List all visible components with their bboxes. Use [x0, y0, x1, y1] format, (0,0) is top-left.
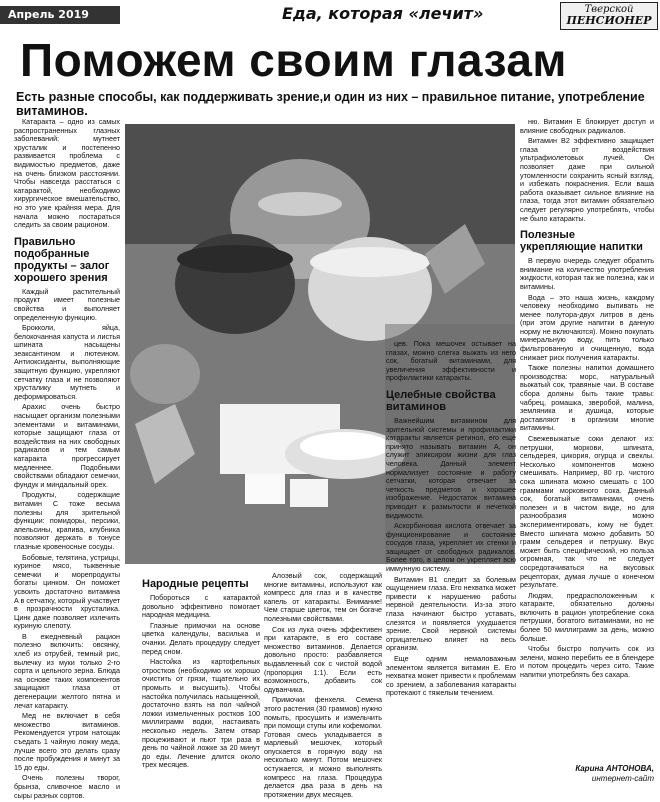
- paragraph: Также полезны напитки домашнего производства: морс, натуральный выжатый сок, травяные чаи. В составе сбора должны быть такие травы: чабрец, ромашка, зверобой, малина, земляника и душица, которые доставляют в организм многие витамины.: [520, 363, 654, 433]
- article-lead: Есть разные способы, как поддерживать зрение,и один из них – правильное питание, употребление витаминов.: [16, 90, 645, 118]
- paragraph: Вода – это наша жизнь, каждому человеку необходимо выпивать не менее полутора-двух литров в день (при этом другие напитки в данную норму не включаются). Можно покупать минеральную воду, пить только фильтрованную и очищенную, вода снижает риск получения катаракты.: [520, 292, 654, 362]
- paragraph: Арахис очень быстро насыщает организм полезными элементами и витаминами, которые защищают глаза от воздействия на них свободных радикалов и тем самым катаракта прогрессирует медленнее. Подобными свойствами обладают семечки, фундук и миндальный орех.: [14, 402, 120, 489]
- paragraph: Примочки фенхеля. Семена этого растения (30 граммов) нужно помыть, просушить и измельчить при помощи ступы или кофемолки. Готовая смесь укладывается в марлевый мешочек, который опускается в горячую воду на несколько минут. Потом мешочек остужается, и можно выполнять компресс на глаза. Процедура делается два раза в день на протяжении двух месяцев.: [264, 695, 382, 799]
- paragraph: Аскорбиновая кислота отвечает за функционирование и состояние сосудов глаза, укрепляет их стенки и защищает от свободных радикалов. Более того, в целом он укрепляет всю иммунную систему.: [386, 521, 516, 574]
- paragraph: Каждый растительный продукт имеет полезные свойства и выполняет определенную функцию.: [14, 286, 120, 322]
- author-name: Карина АНТОНОВА,: [575, 764, 654, 773]
- paragraph: Витамин B2 эффективно защищает глаза от воздействия ультрафиолетовых лучей. Он позволяет даже при сильной утомленности сохранить ясный взгляд, и избежать покраснения. Если ваша работа оказывает сильное влияние на глаза, тогда этот витамин обязательно следует регулярно употреблять, чтобы не было катаракты.: [520, 136, 654, 223]
- paragraph: цев. Пока мешочек остывает на глазах, можно слегка выжать из него сок, богатый витаминами, для увеличения эффективности и профилактики катаракты.: [386, 339, 516, 383]
- paragraph: Еще одним немаловажным элементом является витамин E. Его нехватка может привести к проблемам со зрением, а заболевания катаракты протекают с тяжелым течением.: [386, 654, 516, 698]
- column-4: [386, 340, 516, 700]
- paragraph: Мед не включает в себя множество витаминов. Рекомендуется утром натощак съедать 1 чайную ложку меда, лучше всего это делать сразу после пробуждения и минут за 15 до еды.: [14, 711, 120, 772]
- paragraph: Катаракта – одно из самых распространенных глазных заболеваний: мутнеет хрусталик и постепенно развивается проблема с видимостью предметов, даже на очень близком расстоянии. Чтобы навсегда расстаться с катарактой, необходимо хирургическое вмешательство, но это уже крайняя мера. Для начала можно постараться следить за своим рационом.: [14, 117, 120, 230]
- newspaper-logo: [560, 2, 658, 30]
- paragraph: Побороться с катарактой довольно эффективно помогает народная медицина.: [142, 593, 260, 620]
- author-signature: [530, 764, 654, 784]
- paragraph: Важнейшим витамином для зрительной системы и профилактики катаракты является ретинол, его еще принято называть витамин A, он служит эликсиром жизни для глаз человека. Данный элемент нормализует состояние и работу сетчатки, которая отвечает за четкость предметов и хорошее изображение. Недостаток витамина приводит к размытости и нечеткой видимости.: [386, 415, 516, 520]
- paragraph: Витамин B1 следит за болевым ощущением глаза. Его нехватка может привести к нарушению работы нервной деятельности. Из-за этого глаза начинают быстро уставать, слезятся и появляется ухудшается зрение. Свой нервной системы отрицательно влияет на весь организм.: [386, 574, 516, 653]
- column-1: [14, 118, 120, 802]
- section-heading-drinks: Полезные укрепляющие напитки: [520, 229, 643, 254]
- rubric-title: Еда, которая «лечит»: [282, 4, 484, 23]
- paragraph: Очень полезны творог, брынза, сливочное масло и сыры разных сортов.: [14, 773, 120, 800]
- article-title: Поможем своим глазам: [20, 34, 567, 86]
- author-source: интернет-сайт: [591, 774, 654, 783]
- paragraph: Глазные примочки на основе цветка календулы, василька и очанки. Делать процедуру следует перед сном.: [142, 620, 260, 656]
- column-2: [142, 572, 260, 772]
- paragraph: Чтобы быстро получить сок из зелени, можно перебить ее в блендере и потом процедить через сито. Такие напитки употреблять без сахара.: [520, 644, 654, 680]
- paragraph: ню. Витамин E блокирует доступ и влияние свободных радикалов.: [520, 117, 654, 135]
- section-heading-vitamins: Целебные свойства витаминов: [386, 388, 496, 413]
- page-header: [0, 0, 660, 34]
- logo-line1: Тверской: [584, 4, 634, 15]
- column-3: [264, 572, 382, 801]
- paragraph: Сок из лука очень эффективен при катаракте, в его составе множество витаминов. Делается довольно просто: разбавляется выдавленный сок с чистой водой (пропорция 1:1). Если есть возможность, добавить сок одуванчика.: [264, 624, 382, 694]
- issue-date: Апрель 2019 года: [0, 6, 120, 24]
- column-5: [520, 118, 654, 682]
- paragraph: Бобовые, телятина, устрицы, куриное мясо, тыквенные семечки и морепродукты богаты цинком. Он поможет усвоить достаточно витамина A в сетчатку, который участвует в прозрачности хрусталика. Цинк даже позволяет излечить куриную слепоту.: [14, 552, 120, 631]
- paragraph: Алоэвый сок, содержащий многие витамины, используют как компресс для глаз и в качестве капель от катаракты. Внимание! Чем старше цветок, тем он богаче полезными свойствами.: [264, 571, 382, 623]
- paragraph: Настойка из картофельных отростков (необходимо их хорошо очистить от грязи, тщательно их промыть и высушить). Чтобы настойка получилась насыщенной, достаточно взять на пол чайной ложки измельченных ростков 100 миллиграмм водки, настаивать несколько недель. Затем отвар процеживают и пьют три раза в день по чайной ложке за 20 минут до еды. Лечение длится около трех месяцев.: [142, 657, 260, 770]
- paragraph: Продукты, содержащие витамин C тоже весьма полезны для зрительной функции: помидоры, персики, апельсины, крапива, клубника позволяют держать в тонусе глазные кровеносные сосуды.: [14, 490, 120, 551]
- paragraph: В ежедневный рацион полезно включить: овсянку, хлеб из отрубей, темный рис, вылечку из муки только 2-го сорта и цельного зерна. Блюда на основе таких компонентов защищают глаза от дегенерации желтого пятна и лечат катаракту.: [14, 631, 120, 710]
- paragraph: Свежевыжатые соки делают из: петрушки, моркови, шпината, сельдерея, цикория, огурца и свеклы. Несколько компонентов можно смешивать. Например, 80 гр. чистого сока шпината можно смешать с 100 граммами морковного сока. Данный сок, богатый витаминами, очень полезен и в чистом виде, но для разнообразия можно экспериментировать, кому не будет. Вместо шпината можно добавить 50 грамм сельдерея и петрушку. Вкус может быть специфический, но польза огромная, так что не следует сосредотачиваться на вкусовых рецепторах, думая лучше о конечном результате.: [520, 434, 654, 590]
- section-heading-recipes: Народные рецепты: [142, 578, 249, 590]
- section-heading-products: Правильно подобранные продукты – залог хорошего зрения: [14, 235, 110, 284]
- paragraph: Брокколи, яйца, белокочанная капуста и листья шпината насыщены зеаксантином и лютеином. Антиоксиданты, выполняющие защитную функцию, укрепляют сетчатку глаза и не позволяют хрусталику мутнеть и деформироваться.: [14, 323, 120, 401]
- paragraph: Людям, предрасположенным к катаракте, обязательно должны включить в рацион употребление сока петрушки, богатого витаминами, но не более 50 миллиграмм за день, можно больше.: [520, 590, 654, 643]
- logo-line2: ПЕНСИОНЕР: [566, 14, 652, 27]
- paragraph: В первую очередь следует обратить внимание на количество употребления жидкости, которая так же полезна, как и витамины.: [520, 256, 654, 291]
